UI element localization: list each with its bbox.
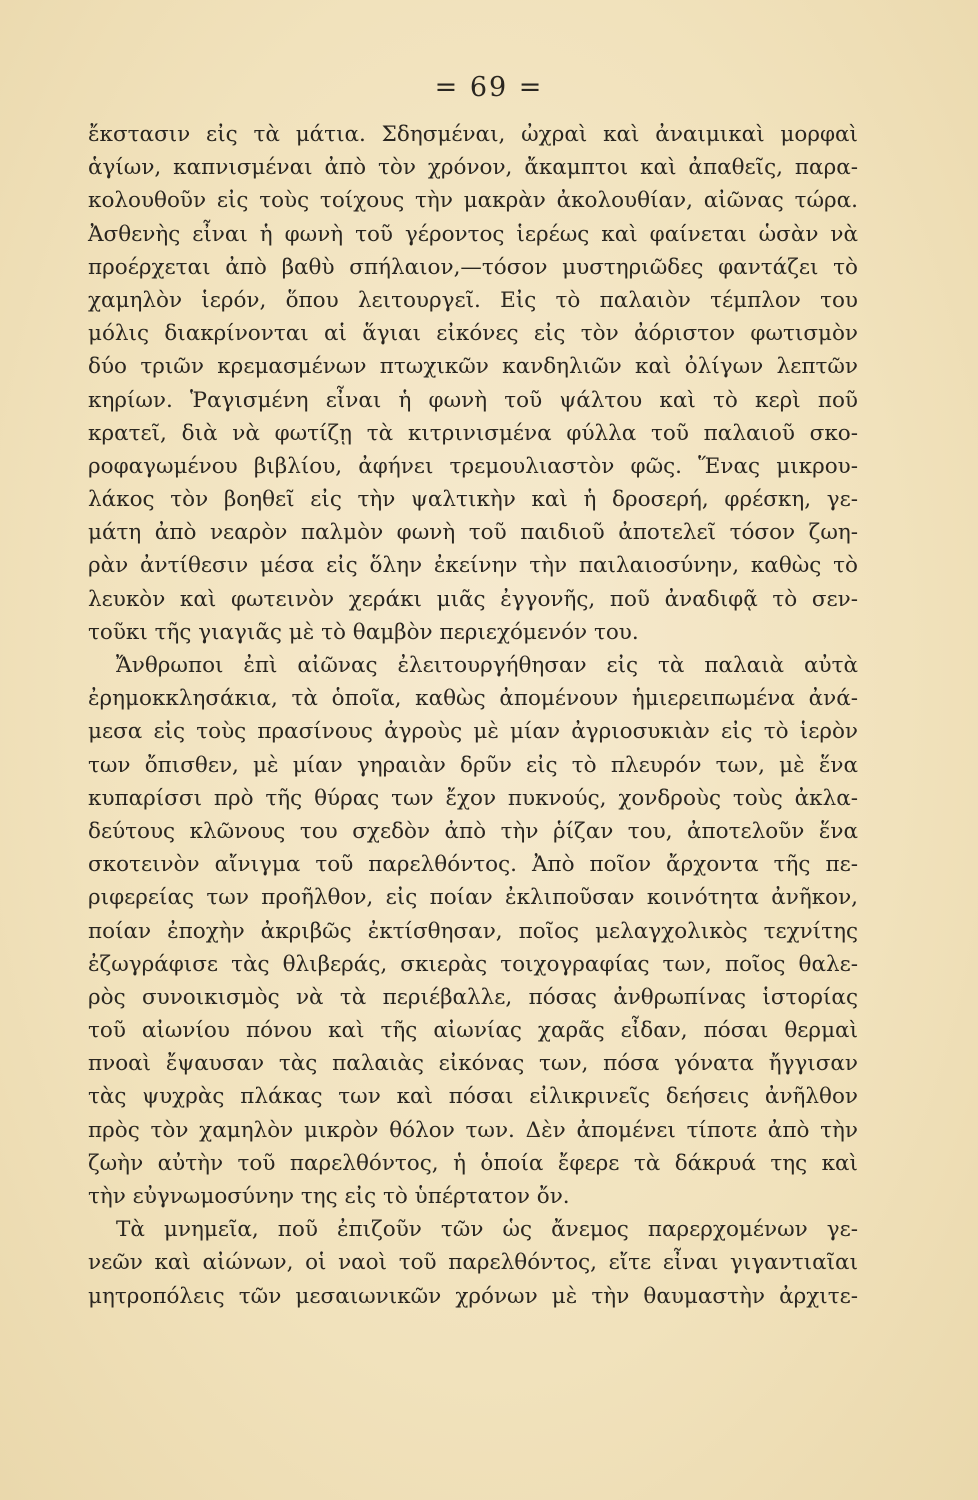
text-line: κηρίων. Ῥαγισμένη εἶναι ἡ φωνὴ τοῦ ψάλτου καὶ τὸ κερὶ ποῦ: [88, 387, 858, 413]
text-line: τὴν εὐγνωμοσύνην της εἰς τὸ ὑπέρτατον ὄν.: [88, 1184, 570, 1209]
text-line: μητροπόλεις τῶν μεσαιωνικῶν χρόνων μὲ τὴν θαυμαστὴν ἀρχιτε-: [88, 1283, 858, 1309]
text-line: ἁγίων, καπνισμέναι ἀπὸ τὸν χρόνον, ἄκαμπτοι καὶ ἀπαθεῖς, παρα-: [88, 155, 858, 181]
text-line: ροφαγωμένου βιβλίου, ἀφήνει τρεμουλιαστὸν φῶς. Ἕνας μικρου-: [88, 453, 858, 479]
text-line: ποίαν ἐποχὴν ἀκριβῶς ἐκτίσθησαν, ποῖος μελαγχολικὸς τεχνίτης: [88, 918, 858, 944]
text-line: προέρχεται ἀπὸ βαθὺ σπήλαιον,—τόσον μυστηριῶδες φαντάζει τὸ: [88, 254, 858, 280]
text-line: ἐρημοκκλησάκια, τὰ ὁποῖα, καθὼς ἀπομένουν ἡμιερειπωμένα ἀνά-: [88, 686, 858, 712]
text-line: Τὰ μνημεῖα, ποῦ ἐπιζοῦν τῶν ὡς ἄνεμος παρερχομένων γε-: [116, 1217, 858, 1243]
text-line: σκοτεινὸν αἴνιγμα τοῦ παρελθόντος. Ἀπὸ ποῖον ἄρχοντα τῆς πε-: [88, 852, 858, 878]
text-line: νεῶν καὶ αἰώνων, οἱ ναοὶ τοῦ παρελθόντος, εἴτε εἶναι γιγαντιαῖαι: [88, 1250, 858, 1276]
text-line: μάτη ἀπὸ νεαρὸν παλμὸν φωνὴ τοῦ παιδιοῦ ἀποτελεῖ τόσον ζωη-: [88, 520, 858, 546]
text-line: μόλις διακρίνονται αἱ ἅγιαι εἰκόνες εἰς τὸν ἀόριστον φωτισμὸν: [88, 321, 858, 347]
text-line: τὰς ψυχρὰς πλάκας των καὶ πόσαι εἰλικρινεῖς δεήσεις ἀνῆλθον: [88, 1084, 858, 1110]
text-line: κολουθοῦν εἰς τοὺς τοίχους τὴν μακρὰν ἀκολουθίαν, αἰῶνας τώρα.: [88, 188, 858, 214]
page-number: = 69 =: [434, 72, 544, 103]
text-line: ρὸς συνοικισμὸς νὰ τὰ περιέβαλλε, πόσας ἀνθρωπίνας ἱστορίας: [88, 984, 858, 1010]
text-line: κυπαρίσσι πρὸ τῆς θύρας των ἔχον πυκνούς, χονδροὺς τοὺς ἀκλα-: [88, 785, 858, 811]
text-line: πνοαὶ ἔψαυσαν τὰς παλαιὰς εἰκόνας των, πόσα γόνατα ἤγγισαν: [88, 1051, 858, 1077]
body-text: [88, 118, 858, 1313]
text-line: λάκος τὸν βοηθεῖ εἰς τὴν ψαλτικὴν καὶ ἡ δροσερή, φρέσκη, γε-: [88, 487, 858, 513]
text-line: δεύτους κλῶνους του σχεδὸν ἀπὸ τὴν ῥίζαν του, ἀποτελοῦν ἕνα: [88, 818, 858, 844]
text-line: τοῦ αἰωνίου πόνου καὶ τῆς αἰωνίας χαρᾶς εἶδαν, πόσαι θερμαὶ: [88, 1018, 858, 1044]
text-line: λευκὸν καὶ φωτεινὸν χεράκι μιᾶς ἐγγονῆς, ποῦ ἀναδιφᾷ τὸ σεν-: [88, 586, 858, 612]
text-line: ριφερείας των προῆλθον, εἰς ποίαν ἐκλιποῦσαν κοινότητα ἀνῆκον,: [88, 885, 858, 911]
text-line: ἐζωγράφισε τὰς θλιβεράς, σκιερὰς τοιχογραφίας των, ποῖος θαλε-: [88, 951, 858, 977]
text-line: μεσα εἰς τοὺς πρασίνους ἀγροὺς μὲ μίαν ἀγριοσυκιὰν εἰς τὸ ἱερὸν: [88, 719, 858, 745]
text-line: κρατεῖ, διὰ νὰ φωτίζῃ τὰ κιτρινισμένα φύλλα τοῦ παλαιοῦ σκο-: [88, 420, 858, 446]
text-line: Ἀσθενὴς εἶναι ἡ φωνὴ τοῦ γέροντος ἱερέως καὶ φαίνεται ὡσὰν νὰ: [88, 221, 858, 247]
text-line: χαμηλὸν ἱερόν, ὅπου λειτουργεῖ. Εἰς τὸ παλαιὸν τέμπλον του: [88, 287, 858, 313]
text-line: δύο τριῶν κρεμασμένων πτωχικῶν κανδηλιῶν καὶ ὀλίγων λεπτῶν: [88, 354, 858, 380]
text-line: Ἄνθρωποι ἐπὶ αἰῶνας ἐλειτουργήθησαν εἰς τὰ παλαιὰ αὐτὰ: [116, 653, 858, 678]
text-line: ἔκστασιν εἰς τὰ μάτια. Σδησμέναι, ὠχραὶ καὶ ἀναιμικαὶ μορφαὶ: [88, 122, 858, 147]
text-line: πρὸς τὸν χαμηλὸν μικρὸν θόλον των. Δὲν ἀπομένει τίποτε ἀπὸ τὴν: [88, 1117, 858, 1143]
text-line: των ὄπισθεν, μὲ μίαν γηραιὰν δρῦν εἰς τὸ πλευρόν των, μὲ ἕνα: [88, 752, 858, 778]
text-line: ζωὴν αὐτὴν τοῦ παρελθόντος, ἡ ὁποία ἔφερε τὰ δάκρυά της καὶ: [88, 1150, 858, 1176]
text-line: τοῦκι τῆς γιαγιᾶς μὲ τὸ θαμβὸν περιεχόμενόν του.: [88, 619, 639, 645]
text-line: ρὰν ἀντίθεσιν μέσα εἰς ὅλην ἐκείνην τὴν παιλαιοσύνην, καθὼς τὸ: [88, 553, 858, 579]
